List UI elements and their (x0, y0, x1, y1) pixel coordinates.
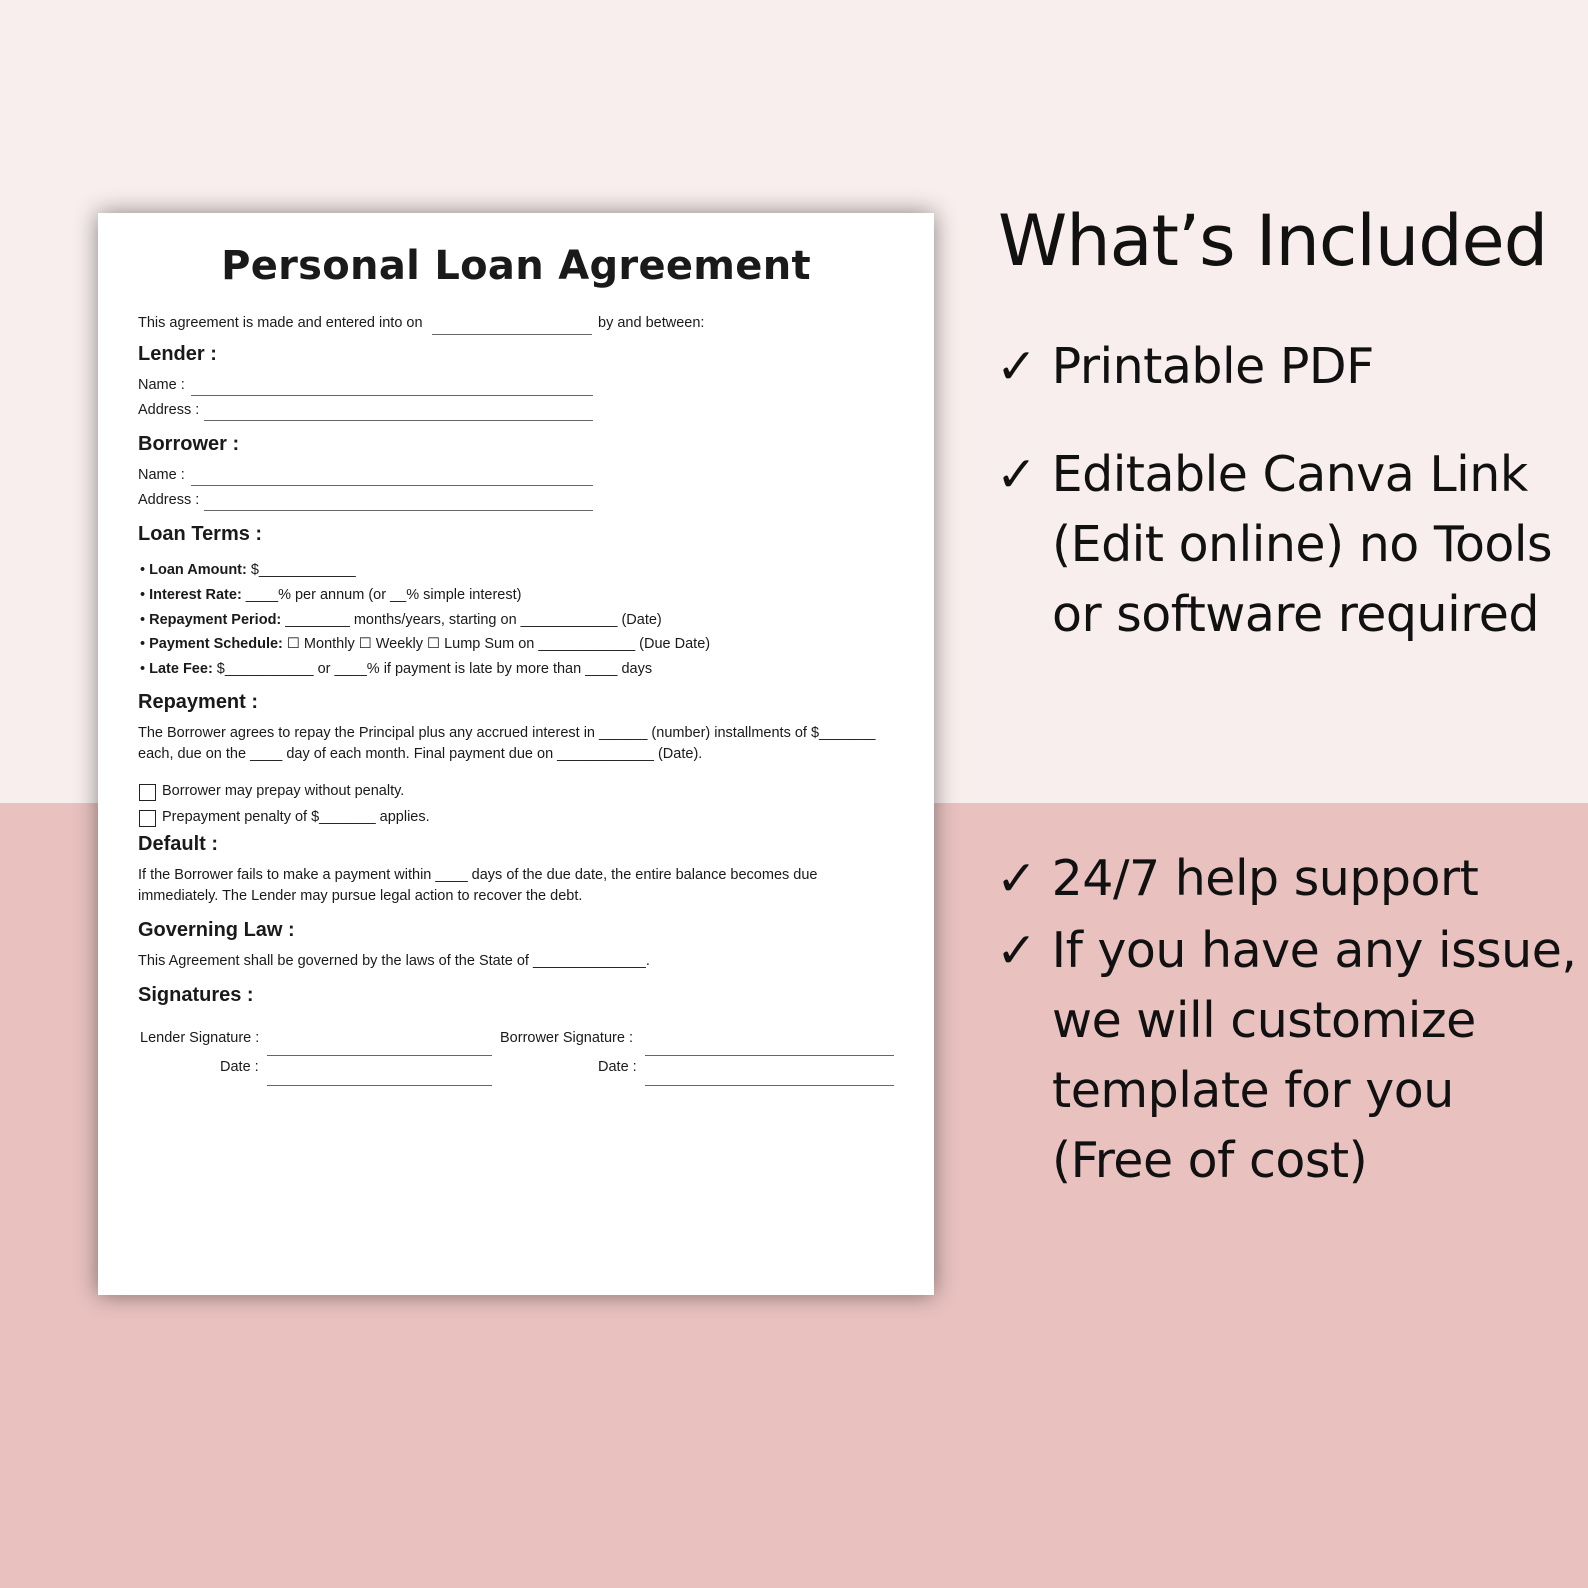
feature-canva-link-line3: or software required (1052, 586, 1540, 643)
governing-law-heading: Governing Law : (138, 919, 295, 941)
feature-customize-line4: (Free of cost) (1052, 1132, 1368, 1189)
borrower-date-label: Date : (598, 1059, 637, 1075)
borrower-name-line (191, 485, 593, 486)
lender-name-line (191, 395, 593, 396)
feature-canva-link-line2: (Edit online) no Tools (1052, 516, 1553, 573)
lender-name-label: Name : (138, 377, 185, 393)
loan-term-item: • Loan Amount: $____________ (140, 562, 356, 578)
penalty-checkbox-label: Prepayment penalty of $_______ applies. (162, 809, 430, 825)
date-line (432, 334, 592, 335)
loan-term-item: • Payment Schedule: ☐ Monthly ☐ Weekly ☐ Lump Sum on ____________ (Due Date) (140, 636, 711, 652)
lender-signature-line (267, 1055, 492, 1056)
borrower-date-line (645, 1085, 894, 1086)
repayment-text-line1: The Borrower agrees to repay the Principal plus any accrued interest in ______ (number) installments of $_______ (138, 725, 876, 741)
document-title: Personal Loan Agreement (221, 243, 811, 289)
prepay-checkbox[interactable] (139, 784, 156, 801)
loan-term-item: • Interest Rate: ____% per annum (or __% simple interest) (140, 587, 522, 603)
borrower-address-line (204, 510, 593, 511)
default-text-line1: If the Borrower fails to make a payment within ____ days of the due date, the entire balance becomes due (138, 867, 818, 883)
signatures-heading: Signatures : (138, 984, 254, 1006)
intro-text: This agreement is made and entered into on (138, 315, 423, 331)
feature-customize: ✓ If you have any issue, (996, 922, 1577, 979)
default-heading: Default : (138, 833, 218, 855)
intro-text-end: by and between: (598, 315, 705, 331)
repayment-text-line2: each, due on the ____ day of each month. Final payment due on ____________ (Date). (138, 746, 703, 762)
prepay-checkbox-label: Borrower may prepay without penalty. (162, 783, 405, 799)
feature-printable-pdf: ✓ Printable PDF (996, 338, 1374, 395)
borrower-signature-label: Borrower Signature : (500, 1030, 633, 1046)
feature-help-support: ✓ 24/7 help support (996, 850, 1479, 907)
lender-heading: Lender : (138, 343, 217, 365)
whats-included-title: What’s Included (998, 200, 1548, 282)
repayment-heading: Repayment : (138, 691, 259, 713)
feature-customize-line3: template for you (1052, 1062, 1454, 1119)
lender-address-line (204, 420, 593, 421)
loan-term-item: • Repayment Period: ________ months/years, starting on ____________ (Date) (140, 612, 662, 628)
governing-law-text: This Agreement shall be governed by the laws of the State of ______________. (138, 953, 650, 969)
default-text-line2: immediately. The Lender may pursue legal action to recover the debt. (138, 888, 583, 904)
penalty-checkbox[interactable] (139, 810, 156, 827)
feature-customize-line2: we will customize (1052, 992, 1476, 1049)
loan-terms-heading: Loan Terms : (138, 523, 263, 545)
borrower-name-label: Name : (138, 467, 185, 483)
lender-date-line (267, 1085, 492, 1086)
borrower-signature-line (645, 1055, 894, 1056)
lender-address-label: Address : (138, 402, 200, 418)
document-page (98, 213, 934, 1295)
loan-term-item: • Late Fee: $___________ or ____% if payment is late by more than ____ days (140, 661, 653, 677)
borrower-heading: Borrower : (138, 433, 240, 455)
lender-signature-label: Lender Signature : (140, 1030, 260, 1046)
feature-canva-link: ✓ Editable Canva Link (996, 446, 1528, 503)
lender-date-label: Date : (220, 1059, 259, 1075)
borrower-address-label: Address : (138, 492, 200, 508)
